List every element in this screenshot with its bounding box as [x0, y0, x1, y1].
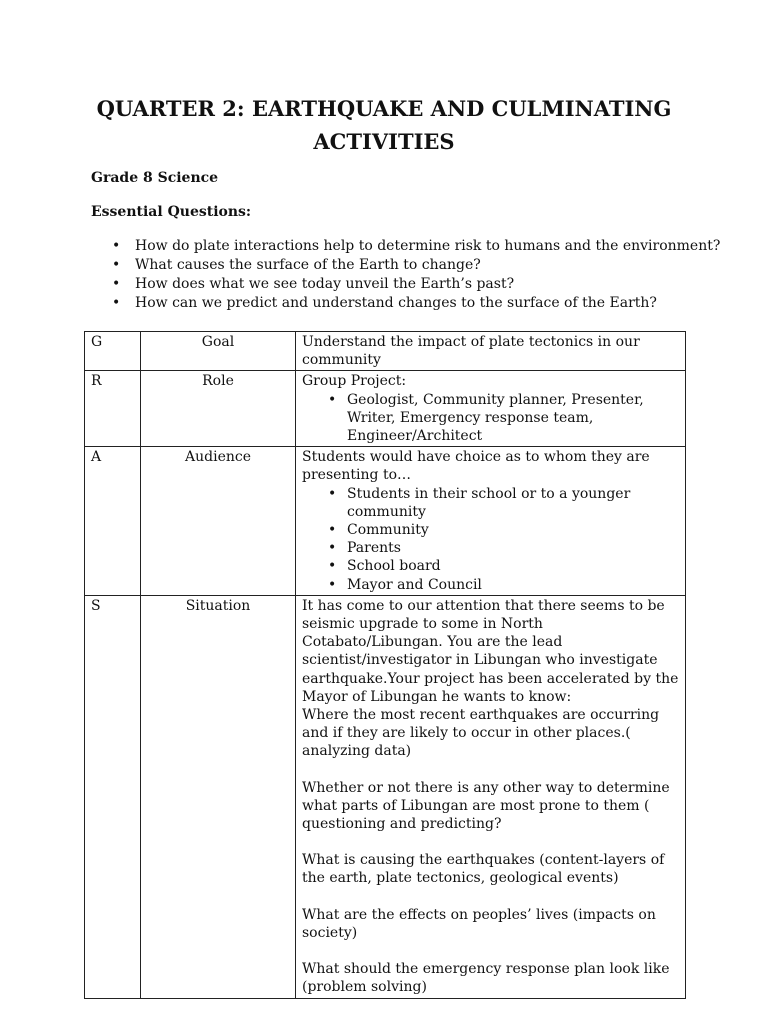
essential-questions-list	[112, 237, 720, 313]
situation-paragraph: What should the emergency response plan look like (problem solving)	[302, 961, 670, 996]
situation-paragraph: What is causing the earthquakes (content-layers of the earth, plate tectonics, geological events)	[302, 852, 665, 887]
situation-paragraph: Whether or not there is any other way to determine what parts of Libungan are most prone to them ( questioning and predicting?	[302, 779, 670, 833]
list-item: • Geologist, Community planner, Presenter, Writer, Emergency response team, Engineer/Architect	[347, 391, 679, 446]
page-title	[80, 92, 688, 158]
audience-intro: Students would have choice as to whom they are presenting to…	[302, 449, 650, 484]
table-row-goal	[85, 332, 686, 371]
page-title-line-1: QUARTER 2: EARTHQUAKE AND CULMINATING	[96, 96, 672, 121]
list-item: • Parents	[347, 539, 679, 557]
goal-description: Understand the impact of plate tectonics in our community	[302, 334, 640, 369]
row-name: Situation	[141, 595, 296, 998]
row-description	[296, 447, 686, 596]
audience-list	[302, 485, 679, 594]
table-row-audience	[85, 447, 686, 596]
row-description	[296, 371, 686, 447]
row-description	[296, 332, 686, 371]
situation-paragraph: Where the most recent earthquakes are occurring and if they are likely to occur in other places.( analyzing data)	[302, 707, 660, 760]
role-intro: Group Project:	[302, 373, 407, 390]
essential-question-item: • How does what we see today unveil the Earth’s past?	[112, 275, 720, 294]
row-name: Audience	[141, 447, 296, 596]
table-row-situation	[85, 595, 686, 998]
situation-paragraph: It has come to our attention that there seems to be seismic upgrade to some in North Cotabato/Libungan. You are the lead scientist/investigator in Libungan who investigate earthquake.Your project has been accelerated by the Mayor of Libungan he wants to know:	[302, 597, 679, 705]
role-list	[302, 391, 679, 446]
row-name: Goal	[141, 332, 296, 371]
situation-paragraph: What are the effects on peoples’ lives (impacts on society)	[302, 906, 656, 941]
row-description	[296, 595, 686, 998]
essential-question-item: • What causes the surface of the Earth to change?	[112, 256, 720, 275]
subject-label: Grade 8 Science	[91, 170, 219, 186]
list-item: • School board	[347, 557, 679, 575]
list-item: • Mayor and Council	[347, 576, 679, 594]
page-title-line-2: ACTIVITIES	[313, 129, 455, 154]
row-letter: S	[85, 595, 141, 998]
essential-question-item: • How do plate interactions help to determine risk to humans and the environment?	[112, 237, 720, 256]
essential-question-item: • How can we predict and understand changes to the surface of the Earth?	[112, 294, 720, 313]
row-letter: R	[85, 371, 141, 447]
list-item: • Community	[347, 521, 679, 539]
grasps-table	[84, 331, 686, 999]
row-letter: G	[85, 332, 141, 371]
table-row-role	[85, 371, 686, 447]
row-name: Role	[141, 371, 296, 447]
row-letter: A	[85, 447, 141, 596]
essential-questions-heading: Essential Questions:	[91, 204, 252, 220]
list-item: • Students in their school or to a younger community	[347, 485, 679, 521]
